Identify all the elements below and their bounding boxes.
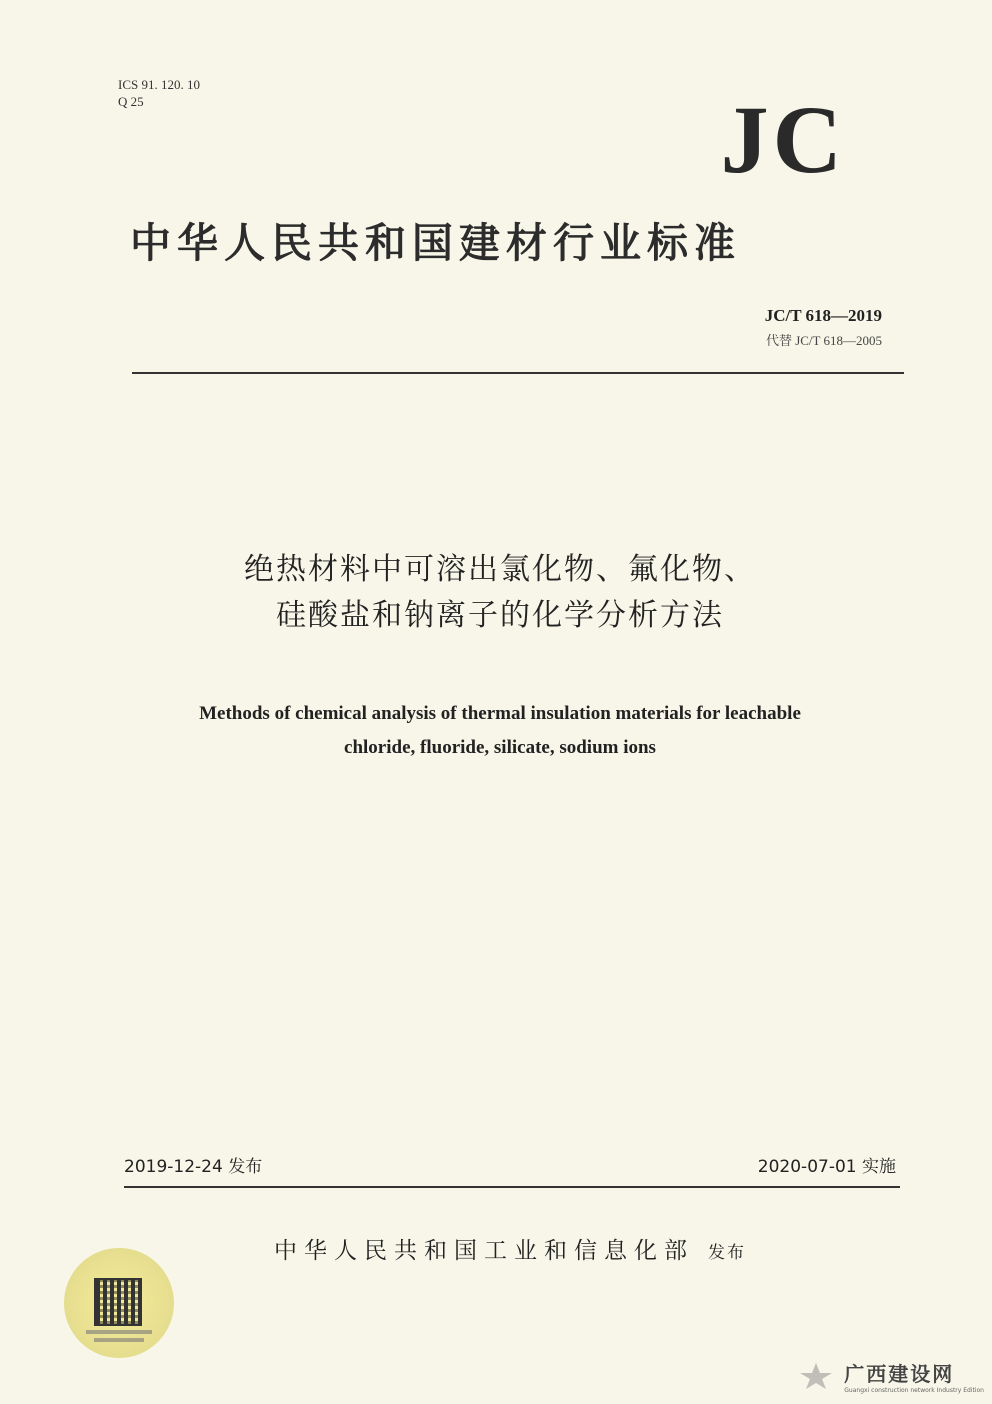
standard-code-block: [765, 306, 882, 349]
chinese-title-line1: 绝热材料中可溶出氯化物、氟化物、: [244, 552, 756, 587]
publisher-name: 中华人民共和国工业和信息化部: [274, 1238, 694, 1264]
english-title-line1: Methods of chemical analysis of thermal insulation materials for leachable: [199, 703, 801, 724]
seal-stripe: [86, 1330, 152, 1334]
anti-counterfeit-seal: [64, 1248, 174, 1358]
publisher-suffix: 发布: [708, 1243, 746, 1263]
ics-code: ICS 91. 120. 10: [118, 77, 200, 92]
replaces-code: 代替 JC/T 618—2005: [765, 333, 882, 348]
watermark: [794, 1358, 984, 1394]
english-title-line2: chloride, fluoride, silicate, sodium ions: [344, 737, 656, 758]
top-divider: [132, 372, 904, 374]
seal-stripe: [94, 1338, 144, 1342]
standard-code: JC/T 618—2019: [764, 306, 882, 325]
jc-logo: JC: [720, 86, 846, 193]
star-logo-icon: [794, 1361, 838, 1391]
classification-codes: [118, 76, 200, 110]
chinese-title: [100, 547, 900, 639]
watermark-subtext: Guangxi construction network Industry Edition: [844, 1387, 984, 1394]
q-code: Q 25: [118, 94, 144, 109]
bottom-divider: [124, 1186, 900, 1188]
watermark-text: 广西建设网: [844, 1362, 955, 1386]
release-date: 2019-12-24 发布: [124, 1157, 263, 1177]
publisher: [200, 1232, 820, 1265]
standard-title: 中华人民共和国建材行业标准: [130, 219, 741, 267]
effective-date: 2020-07-01 实施: [757, 1157, 896, 1177]
qr-code-icon: [94, 1278, 142, 1326]
english-title: [100, 697, 900, 765]
chinese-title-line2: 硅酸盐和钠离子的化学分析方法: [276, 598, 724, 633]
